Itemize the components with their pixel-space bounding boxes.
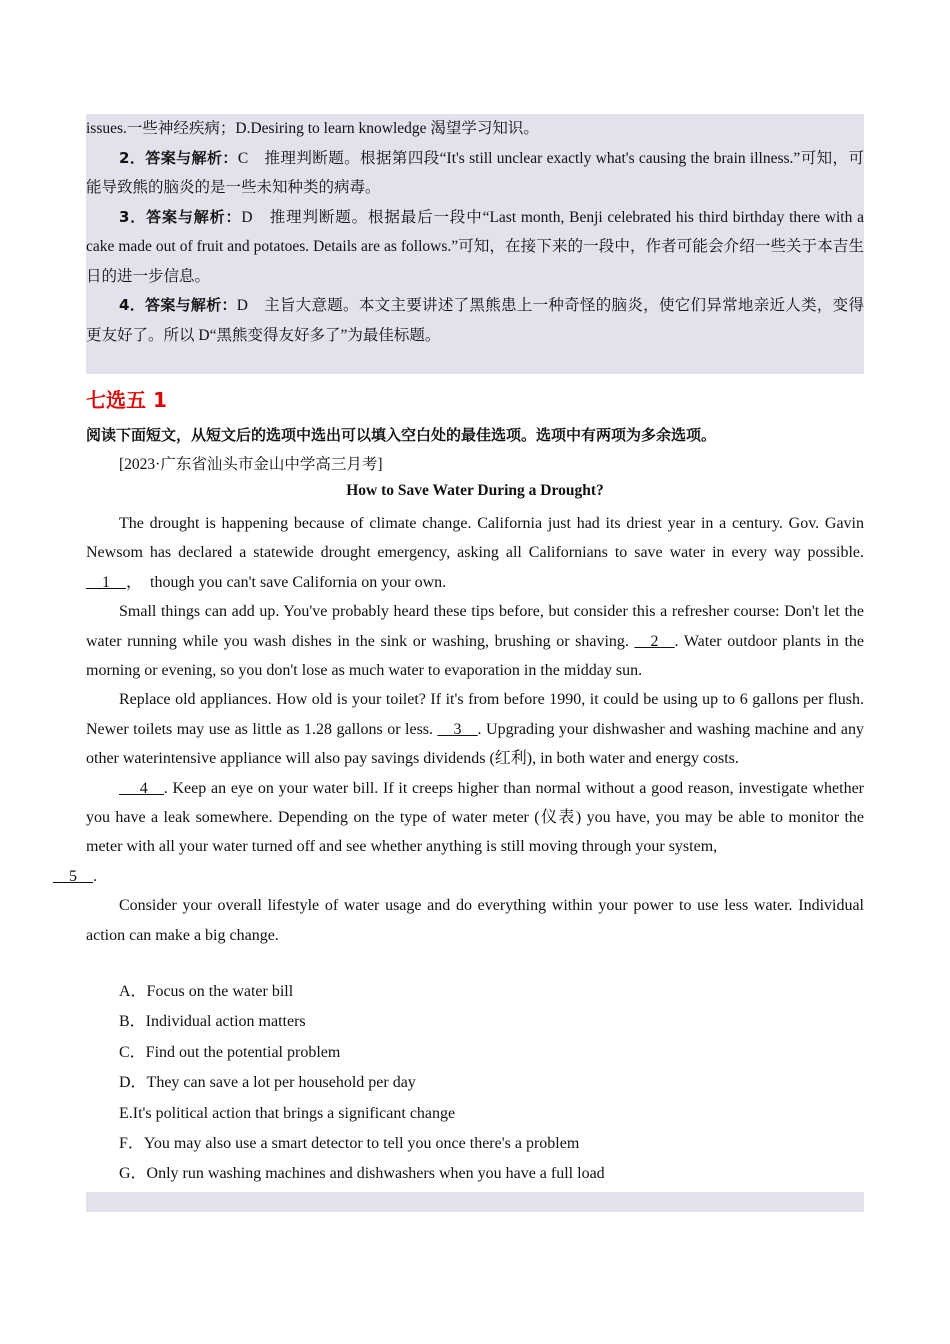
- text: . Keep an eye on your water bill. If it creeps higher than normal without a good reason, investigate whether you have a leak somewhere. Depending on the type of water meter (仪表) you have, you may be able to monitor the meter with all your water turned off and see whether anything is still moving through your system,: [86, 779, 864, 856]
- answer-item-3: [86, 203, 864, 292]
- article-body: [53, 509, 865, 950]
- option-f: F．You may also use a smart detector to tell you once there's a problem: [119, 1135, 580, 1153]
- paragraph-4: [53, 774, 864, 892]
- text: . Water outdoor plants in the morning or evening, so you don't lose as much water to evaporation in the midday sun.: [86, 632, 864, 680]
- answer-text: D 推理判断题。根据最后一段中“Last month, Benji celebrated his third birthday there with a cake made out of fruit and potatoes. Details are as follows.”可知，在接下来的一段中，作者可能会介绍一些关于本吉生日的进一步信息。: [86, 208, 864, 285]
- paragraph-5: Consider your overall lifestyle of water usage and do everything within your power to use less water. Individual action can make a big change.: [86, 897, 864, 944]
- text: . Upgrading your dishwasher and washing machine and any other waterintensive appliance will also pay savings dividends (红利), in both water and energy costs.: [86, 720, 865, 768]
- text: .: [93, 867, 97, 885]
- blank-4: __4__: [119, 779, 164, 797]
- blank-5: __5__: [53, 867, 93, 885]
- blank-2: __2__: [634, 632, 675, 650]
- paragraph-1: [86, 509, 864, 597]
- paragraph-3: [86, 685, 864, 773]
- blank-3: __3__: [437, 720, 478, 738]
- options-list: [119, 977, 864, 1190]
- answer-text: C 推理判断题。根据第四段“It's still unclear exactly what's causing the brain illness.”可知，可能导致熊的脑炎的是一些未知种类的病毒。: [86, 149, 864, 196]
- answer-explanation-box: [86, 114, 864, 374]
- text: Small things can add up. You've probably heard these tips before, but consider this a refresher course: Don't let the water running while you wash dishes in the sink or washing, brushing or shaving.: [86, 603, 864, 650]
- answer-label: 2．答案与解析：: [119, 148, 238, 167]
- paragraph-2: [86, 597, 864, 685]
- exam-source: [2023·广东省汕头市金山中学高三月考]: [119, 456, 383, 473]
- text: The drought is happening because of climate change. California just had its driest year in a century. Gov. Gavin Newsom has declared a statewide drought emergency, asking all Californians to save water in every way possible.: [86, 515, 864, 562]
- section-title: 七选五 1: [86, 388, 167, 412]
- answer-text: D 主旨大意题。本文主要讲述了黑熊患上一种奇怪的脑炎，使它们异常地亲近人类，变得更友好了。所以 D“黑熊变得友好多了”为最佳标题。: [86, 297, 864, 344]
- blank-1: __1__: [86, 573, 126, 591]
- option-a: A．Focus on the water bill: [119, 983, 294, 1000]
- option-e: E.It's political action that brings a significant change: [119, 1104, 456, 1122]
- answer-item-4: [86, 291, 864, 350]
- option-d: D．They can save a lot per household per day: [119, 1074, 416, 1092]
- instruction: 阅读下面短文，从短文后的选项中选出可以填入空白处的最佳选项。选项中有两项为多余选项。: [86, 426, 717, 444]
- option-b: B．Individual action matters: [119, 1013, 306, 1031]
- option-g: G．Only run washing machines and dishwashers when you have a full load: [119, 1165, 605, 1183]
- text: ， though you can't save California on your own.: [126, 573, 447, 591]
- article-title: How to Save Water During a Drought?: [346, 482, 604, 499]
- option-c: C．Find out the potential problem: [119, 1043, 341, 1061]
- answer-item-2: [86, 144, 864, 203]
- answer-label: 3．答案与解析：: [119, 207, 242, 226]
- answer-label: 4．答案与解析：: [119, 296, 237, 314]
- answer-box-start: [86, 1192, 864, 1212]
- text: Replace old appliances. How old is your toilet? If it's from before 1990, it could be using up to 6 gallons per flush. Newer toilets may use as little as 1.28 gallons or less.: [86, 691, 864, 738]
- answer-line-1: issues.一些神经疾病；D.Desiring to learn knowledge 渴望学习知识。: [86, 120, 539, 137]
